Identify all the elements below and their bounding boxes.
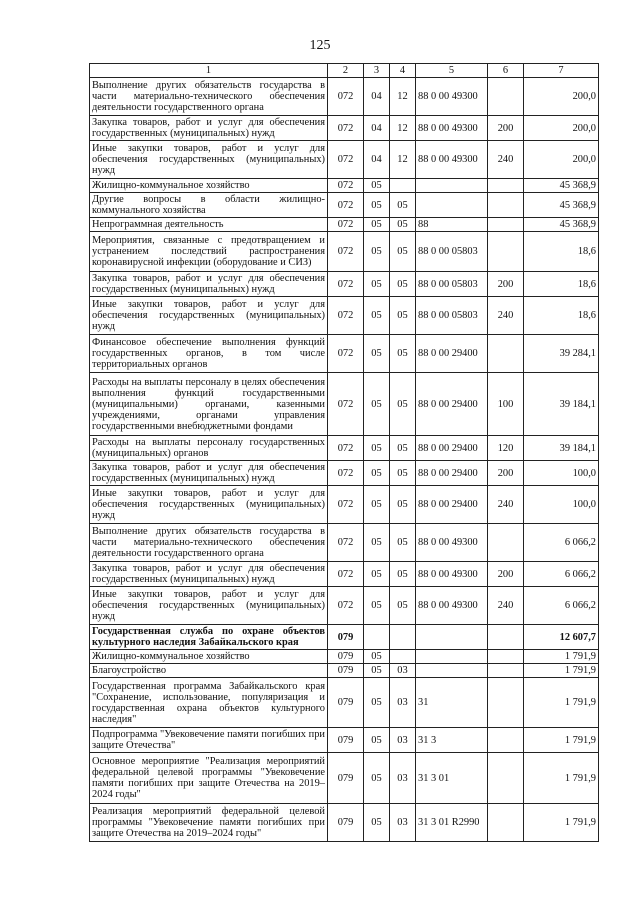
cell-expense-type: 200 (488, 461, 524, 486)
cell-amount: 1 791,9 (524, 664, 599, 678)
cell-subsection: 05 (390, 232, 416, 272)
cell-name: Иные закупки товаров, работ и услуг для обеспечения государственных (муниципальных) нужд (90, 486, 328, 524)
cell-ministry-code: 072 (328, 218, 364, 232)
cell-target-article: 88 0 00 49300 (416, 562, 488, 587)
cell-amount: 100,0 (524, 486, 599, 524)
cell-target-article: 88 0 00 49300 (416, 587, 488, 625)
cell-target-article: 88 0 00 29400 (416, 461, 488, 486)
table-row (90, 218, 599, 232)
cell-ministry-code: 079 (328, 650, 364, 664)
cell-target-article: 88 0 00 29400 (416, 335, 488, 373)
header-col-6: 6 (488, 64, 524, 78)
cell-section: 05 (364, 804, 390, 842)
cell-ministry-code: 079 (328, 804, 364, 842)
cell-expense-type: 120 (488, 436, 524, 461)
cell-expense-type (488, 524, 524, 562)
table-row (90, 804, 599, 842)
table-row (90, 486, 599, 524)
cell-amount: 6 066,2 (524, 524, 599, 562)
cell-ministry-code: 072 (328, 297, 364, 335)
cell-target-article: 88 0 00 49300 (416, 524, 488, 562)
cell-name: Расходы на выплаты персоналу в целях обеспечения выполнения функций государственными (муниципальными) органами, казенными учреждениями, органами управления государственными внебюджетными фондами (90, 373, 328, 436)
cell-subsection (390, 625, 416, 650)
cell-subsection: 12 (390, 141, 416, 179)
cell-target-article: 88 0 00 49300 (416, 141, 488, 179)
cell-name: Закупка товаров, работ и услуг для обеспечения государственных (муниципальных) нужд (90, 562, 328, 587)
table-row (90, 297, 599, 335)
cell-section: 05 (364, 335, 390, 373)
cell-target-article: 31 3 (416, 728, 488, 753)
cell-section: 05 (364, 486, 390, 524)
cell-ministry-code: 079 (328, 664, 364, 678)
cell-amount: 18,6 (524, 297, 599, 335)
cell-expense-type: 240 (488, 141, 524, 179)
cell-name: Жилищно-коммунальное хозяйство (90, 179, 328, 193)
cell-name: Другие вопросы в области жилищно-коммунального хозяйства (90, 193, 328, 218)
cell-name: Иные закупки товаров, работ и услуг для обеспечения государственных (муниципальных) нужд (90, 141, 328, 179)
cell-section: 05 (364, 193, 390, 218)
table-row (90, 116, 599, 141)
cell-section: 05 (364, 436, 390, 461)
cell-target-article: 88 (416, 218, 488, 232)
cell-amount: 6 066,2 (524, 587, 599, 625)
cell-name: Закупка товаров, работ и услуг для обеспечения государственных (муниципальных) нужд (90, 272, 328, 297)
cell-expense-type (488, 678, 524, 728)
cell-amount: 18,6 (524, 232, 599, 272)
cell-target-article (416, 664, 488, 678)
cell-amount: 100,0 (524, 461, 599, 486)
table-row (90, 678, 599, 728)
header-col-7: 7 (524, 64, 599, 78)
cell-subsection: 05 (390, 335, 416, 373)
cell-expense-type (488, 218, 524, 232)
header-row (90, 64, 599, 78)
cell-ministry-code: 072 (328, 436, 364, 461)
cell-section: 04 (364, 116, 390, 141)
table-row (90, 232, 599, 272)
cell-ministry-code: 072 (328, 461, 364, 486)
cell-section: 05 (364, 562, 390, 587)
cell-expense-type (488, 753, 524, 804)
cell-expense-type (488, 193, 524, 218)
cell-name: Жилищно-коммунальное хозяйство (90, 650, 328, 664)
cell-ministry-code: 072 (328, 524, 364, 562)
cell-name: Основное мероприятие "Реализация мероприятий федеральной целевой программы "Увековечение памяти погибших при защите Отечества на 2019–2024 годы" (90, 753, 328, 804)
cell-section: 04 (364, 141, 390, 179)
cell-amount: 200,0 (524, 78, 599, 116)
cell-subsection: 03 (390, 678, 416, 728)
cell-subsection: 05 (390, 461, 416, 486)
cell-expense-type: 240 (488, 297, 524, 335)
cell-section: 05 (364, 272, 390, 297)
cell-subsection: 05 (390, 297, 416, 335)
cell-target-article: 88 0 00 49300 (416, 78, 488, 116)
table-row (90, 335, 599, 373)
cell-section: 05 (364, 179, 390, 193)
cell-target-article (416, 193, 488, 218)
cell-ministry-code: 072 (328, 486, 364, 524)
cell-target-article: 88 0 00 29400 (416, 486, 488, 524)
table-row (90, 664, 599, 678)
cell-name: Выполнение других обязательств государства в части материально-технического обеспечения деятельности государственного органа (90, 78, 328, 116)
cell-ministry-code: 072 (328, 193, 364, 218)
cell-expense-type: 200 (488, 272, 524, 297)
cell-target-article: 88 0 00 05803 (416, 297, 488, 335)
cell-name: Государственная программа Забайкальского края "Сохранение, использование, популяризация и государственная охрана объектов культурного наследия" (90, 678, 328, 728)
cell-amount: 39 184,1 (524, 436, 599, 461)
cell-amount: 45 368,9 (524, 179, 599, 193)
cell-name: Расходы на выплаты персоналу государственных (муниципальных) органов (90, 436, 328, 461)
cell-target-article: 88 0 00 05803 (416, 272, 488, 297)
cell-subsection: 05 (390, 193, 416, 218)
cell-subsection: 05 (390, 373, 416, 436)
table-row (90, 141, 599, 179)
cell-amount: 12 607,7 (524, 625, 599, 650)
cell-ministry-code: 072 (328, 587, 364, 625)
cell-subsection: 12 (390, 78, 416, 116)
cell-name: Финансовое обеспечение выполнения функций государственных органов, в том числе территориальных органов (90, 335, 328, 373)
cell-target-article: 88 0 00 49300 (416, 116, 488, 141)
cell-subsection (390, 650, 416, 664)
cell-expense-type (488, 728, 524, 753)
cell-ministry-code: 072 (328, 232, 364, 272)
header-col-2: 2 (328, 64, 364, 78)
cell-section: 04 (364, 78, 390, 116)
cell-ministry-code: 072 (328, 562, 364, 587)
cell-amount: 1 791,9 (524, 650, 599, 664)
cell-expense-type (488, 232, 524, 272)
header-col-3: 3 (364, 64, 390, 78)
budget-table (89, 63, 599, 842)
cell-subsection: 03 (390, 728, 416, 753)
cell-amount: 18,6 (524, 272, 599, 297)
cell-name: Иные закупки товаров, работ и услуг для обеспечения государственных (муниципальных) нужд (90, 587, 328, 625)
cell-ministry-code: 072 (328, 373, 364, 436)
cell-amount: 1 791,9 (524, 753, 599, 804)
cell-expense-type: 200 (488, 562, 524, 587)
table-row (90, 587, 599, 625)
cell-ministry-code: 072 (328, 272, 364, 297)
cell-ministry-code: 072 (328, 141, 364, 179)
table-row (90, 753, 599, 804)
table-row (90, 373, 599, 436)
cell-section: 05 (364, 728, 390, 753)
cell-target-article (416, 650, 488, 664)
cell-section: 05 (364, 297, 390, 335)
table-row (90, 562, 599, 587)
cell-name: Государственная служба по охране объектов культурного наследия Забайкальского края (90, 625, 328, 650)
table-row (90, 625, 599, 650)
table-row (90, 193, 599, 218)
cell-subsection: 05 (390, 272, 416, 297)
cell-section: 05 (364, 678, 390, 728)
cell-section: 05 (364, 650, 390, 664)
cell-target-article (416, 625, 488, 650)
header-col-1: 1 (90, 64, 328, 78)
cell-subsection: 05 (390, 486, 416, 524)
cell-name: Благоустройство (90, 664, 328, 678)
cell-section: 05 (364, 232, 390, 272)
cell-subsection: 12 (390, 116, 416, 141)
cell-expense-type (488, 625, 524, 650)
cell-amount: 1 791,9 (524, 728, 599, 753)
cell-expense-type: 100 (488, 373, 524, 436)
cell-ministry-code: 079 (328, 753, 364, 804)
header-col-5: 5 (416, 64, 488, 78)
header-col-4: 4 (390, 64, 416, 78)
table-row (90, 524, 599, 562)
cell-subsection: 03 (390, 664, 416, 678)
cell-amount: 45 368,9 (524, 193, 599, 218)
table-body (90, 78, 599, 842)
cell-target-article (416, 179, 488, 193)
cell-name: Реализация мероприятий федеральной целевой программы "Увековечение памяти погибших при защите Отечества на 2019–2024 годы" (90, 804, 328, 842)
cell-amount: 39 284,1 (524, 335, 599, 373)
cell-amount: 200,0 (524, 116, 599, 141)
cell-section (364, 625, 390, 650)
cell-section: 05 (364, 587, 390, 625)
cell-amount: 39 184,1 (524, 373, 599, 436)
table-row (90, 461, 599, 486)
cell-section: 05 (364, 218, 390, 232)
table-row (90, 179, 599, 193)
cell-expense-type (488, 650, 524, 664)
cell-subsection: 05 (390, 218, 416, 232)
cell-expense-type (488, 78, 524, 116)
cell-expense-type: 240 (488, 587, 524, 625)
cell-target-article: 88 0 00 29400 (416, 373, 488, 436)
cell-name: Подпрограмма "Увековечение памяти погибших при защите Отечества" (90, 728, 328, 753)
cell-subsection: 05 (390, 524, 416, 562)
cell-ministry-code: 072 (328, 179, 364, 193)
cell-target-article: 31 3 01 R2990 (416, 804, 488, 842)
table-row (90, 436, 599, 461)
cell-expense-type: 240 (488, 486, 524, 524)
cell-amount: 1 791,9 (524, 678, 599, 728)
cell-subsection: 05 (390, 587, 416, 625)
cell-name: Мероприятия, связанные с предотвращением и устранением последствий распространения коронавирусной инфекции (оборудование и СИЗ) (90, 232, 328, 272)
cell-expense-type: 200 (488, 116, 524, 141)
cell-target-article: 88 0 00 29400 (416, 436, 488, 461)
cell-name: Иные закупки товаров, работ и услуг для обеспечения государственных (муниципальных) нужд (90, 297, 328, 335)
cell-amount: 200,0 (524, 141, 599, 179)
cell-amount: 1 791,9 (524, 804, 599, 842)
cell-target-article: 31 (416, 678, 488, 728)
cell-subsection: 05 (390, 436, 416, 461)
cell-ministry-code: 072 (328, 335, 364, 373)
cell-target-article: 31 3 01 (416, 753, 488, 804)
cell-ministry-code: 079 (328, 625, 364, 650)
cell-expense-type (488, 804, 524, 842)
table-row (90, 650, 599, 664)
cell-ministry-code: 079 (328, 678, 364, 728)
cell-amount: 45 368,9 (524, 218, 599, 232)
cell-name: Непрограммная деятельность (90, 218, 328, 232)
cell-ministry-code: 079 (328, 728, 364, 753)
cell-ministry-code: 072 (328, 78, 364, 116)
page-number: 125 (309, 38, 331, 53)
cell-section: 05 (364, 753, 390, 804)
cell-target-article: 88 0 00 05803 (416, 232, 488, 272)
cell-section: 05 (364, 461, 390, 486)
cell-expense-type (488, 335, 524, 373)
cell-section: 05 (364, 524, 390, 562)
cell-subsection: 03 (390, 804, 416, 842)
cell-name: Закупка товаров, работ и услуг для обеспечения государственных (муниципальных) нужд (90, 116, 328, 141)
table-row (90, 728, 599, 753)
cell-expense-type (488, 664, 524, 678)
table-row (90, 272, 599, 297)
cell-ministry-code: 072 (328, 116, 364, 141)
cell-subsection (390, 179, 416, 193)
cell-section: 05 (364, 664, 390, 678)
cell-expense-type (488, 179, 524, 193)
cell-name: Закупка товаров, работ и услуг для обеспечения государственных (муниципальных) нужд (90, 461, 328, 486)
cell-subsection: 05 (390, 562, 416, 587)
cell-name: Выполнение других обязательств государства в части материально-технического обеспечения деятельности государственного органа (90, 524, 328, 562)
cell-subsection: 03 (390, 753, 416, 804)
cell-amount: 6 066,2 (524, 562, 599, 587)
cell-section: 05 (364, 373, 390, 436)
table-row (90, 78, 599, 116)
